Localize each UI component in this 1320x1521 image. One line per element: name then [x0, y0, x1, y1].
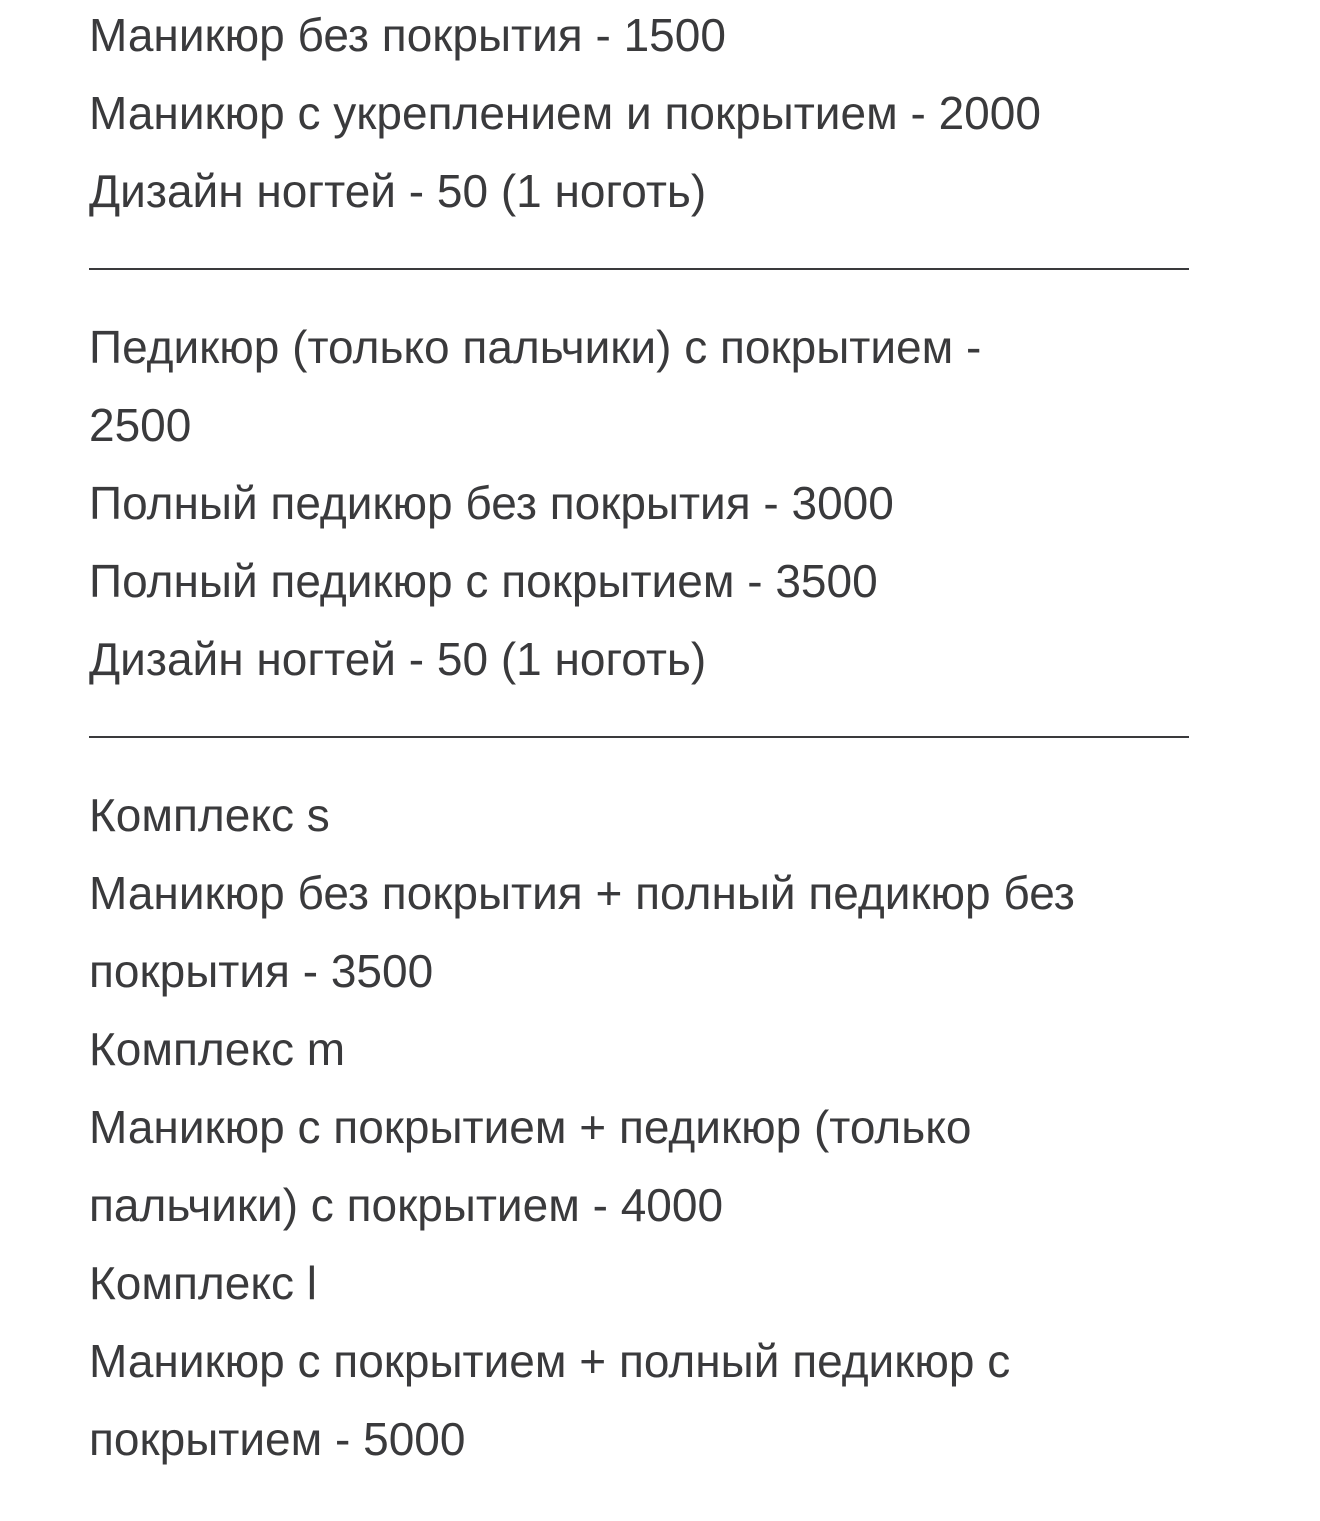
complex-title: Комплекс l — [89, 1257, 317, 1309]
manicure-line: Маникюр с укреплением и покрытием - 2000 — [89, 87, 1041, 139]
complex-line: Маникюр с покрытием + полный педикюр с — [89, 1335, 1011, 1387]
complex-line: Маникюр без покрытия + полный педикюр без — [89, 867, 1075, 919]
manicure-line: Дизайн ногтей - 50 (1 ноготь) — [89, 165, 707, 217]
manicure-line: Маникюр без покрытия - 1500 — [89, 9, 726, 61]
complex-title: Комплекс s — [89, 789, 330, 841]
price-list-note — [89, 0, 1249, 1478]
pedicure-line: Дизайн ногтей - 50 (1 ноготь) — [89, 633, 707, 685]
pedicure-line: Педикюр (только пальчики) с покрытием - — [89, 321, 982, 373]
section-divider — [89, 698, 1249, 776]
pedicure-line: Полный педикюр без покрытия - 3000 — [89, 477, 894, 529]
complex-line: Маникюр с покрытием + педикюр (только — [89, 1101, 972, 1153]
complex-title: Комплекс m — [89, 1023, 346, 1075]
complex-line: покрытия - 3500 — [89, 945, 434, 997]
pedicure-line: 2500 — [89, 399, 192, 451]
complex-line: пальчики) с покрытием - 4000 — [89, 1179, 724, 1231]
pedicure-line: Полный педикюр с покрытием - 3500 — [89, 555, 878, 607]
complex-line: покрытием - 5000 — [89, 1413, 466, 1465]
section-divider — [89, 230, 1249, 308]
